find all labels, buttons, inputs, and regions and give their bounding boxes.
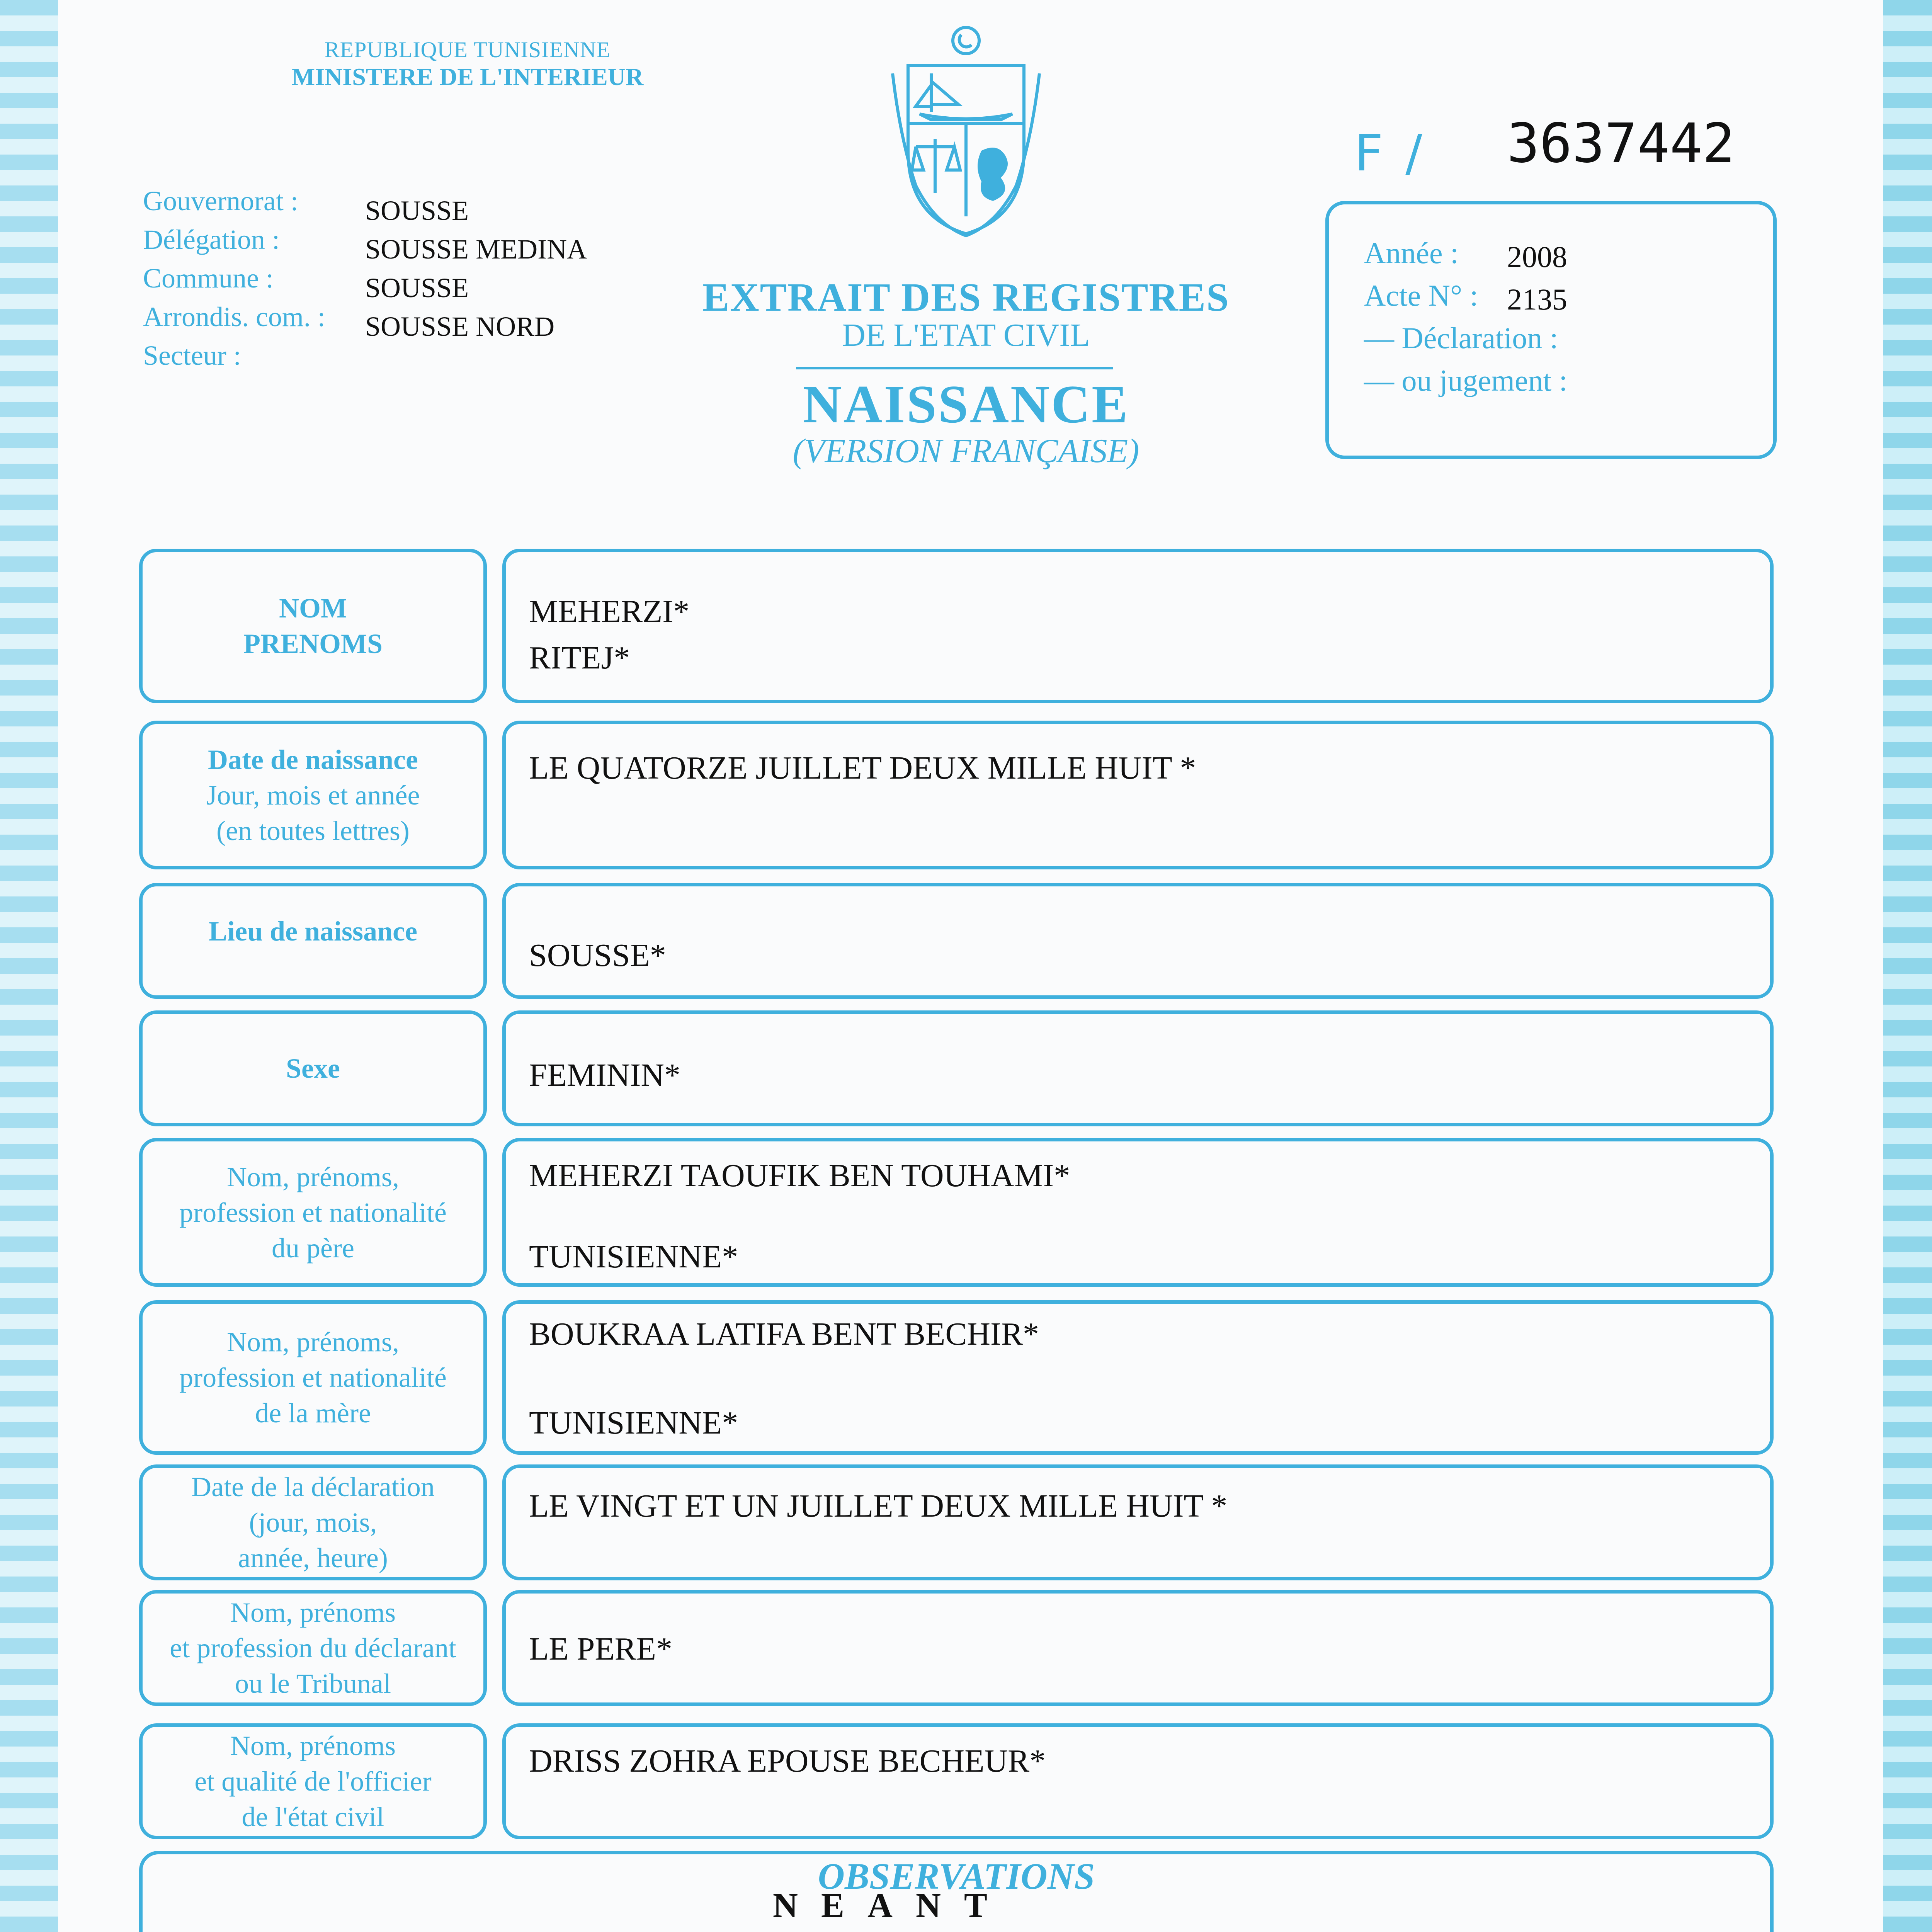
arrondissement-label: Arrondis. com. : <box>143 301 325 332</box>
row-value <box>502 1723 1774 1839</box>
row-label <box>139 1723 487 1839</box>
row-value <box>502 883 1774 999</box>
title-version: (VERSION FRANÇAISE) <box>793 432 1139 470</box>
pere-nationalite-value: TUNISIENNE* <box>529 1239 738 1275</box>
admin-labels <box>143 182 325 375</box>
row-mere <box>139 1300 1774 1455</box>
admin-values <box>365 191 587 346</box>
label-line: NOM <box>279 593 347 624</box>
acte-value: 2135 <box>1507 282 1567 316</box>
jugement-label: — ou jugement : <box>1364 364 1568 397</box>
date-naissance-value: LE QUATORZE JUILLET DEUX MILLE HUIT * <box>529 750 1196 786</box>
row-label <box>139 1590 487 1706</box>
annee-value: 2008 <box>1507 240 1567 274</box>
label-line: et profession du déclarant <box>170 1633 456 1663</box>
annee-label: Année : <box>1364 236 1459 270</box>
title-underline <box>796 367 1113 369</box>
secteur-label: Secteur : <box>143 340 241 371</box>
nom-value: MEHERZI* <box>529 594 690 629</box>
row-sexe <box>139 1010 1774 1126</box>
label-line: Date de la déclaration <box>191 1471 435 1502</box>
serial-number: 3637442 <box>1507 112 1735 175</box>
label-line: PRENOMS <box>243 628 383 659</box>
label-line: de la mère <box>255 1398 371 1429</box>
label-line: de l'état civil <box>242 1801 384 1832</box>
serial-prefix: F / <box>1354 124 1425 182</box>
acte-label: Acte N° : <box>1364 279 1478 312</box>
row-date-declaration <box>139 1464 1774 1580</box>
row-value <box>502 549 1774 703</box>
title-naissance: NAISSANCE <box>803 374 1129 434</box>
delegation-label: Délégation : <box>143 224 280 255</box>
observations-value: NEANT <box>773 1886 1011 1925</box>
row-value <box>502 1300 1774 1455</box>
commune-label: Commune : <box>143 263 274 294</box>
label-line: Nom, prénoms, <box>227 1161 399 1192</box>
label-line: Lieu de naissance <box>208 916 418 947</box>
registry-values <box>1507 236 1567 321</box>
row-nom-prenoms <box>139 549 1774 703</box>
row-label <box>139 883 487 999</box>
row-declarant <box>139 1590 1774 1706</box>
label-line: (en toutes lettres) <box>216 815 410 846</box>
row-value <box>502 721 1774 869</box>
gouvernorat-value: SOUSSE <box>365 195 469 226</box>
label-line: ou le Tribunal <box>235 1668 391 1699</box>
title-line-2: DE L'ETAT CIVIL <box>842 317 1090 353</box>
row-label <box>139 1010 487 1126</box>
label-line: profession et nationalité <box>179 1197 447 1228</box>
decorative-border-left <box>0 0 58 1932</box>
row-value <box>502 1138 1774 1287</box>
declarant-value: LE PERE* <box>529 1631 672 1667</box>
officier-value: DRISS ZOHRA EPOUSE BECHEUR* <box>529 1743 1046 1779</box>
mere-nationalite-value: TUNISIENNE* <box>529 1405 738 1441</box>
coat-of-arms-icon <box>885 23 1047 240</box>
row-label <box>139 721 487 869</box>
row-pere <box>139 1138 1774 1287</box>
row-label <box>139 1138 487 1287</box>
lieu-naissance-value: SOUSSE* <box>529 937 666 973</box>
commune-value: SOUSSE <box>365 272 469 303</box>
label-line: Jour, mois et année <box>206 779 420 811</box>
pere-nom-value: MEHERZI TAOUFIK BEN TOUHAMI* <box>529 1158 1070 1194</box>
sexe-value: FEMININ* <box>529 1057 680 1093</box>
decorative-border-right <box>1883 0 1932 1932</box>
label-line: Nom, prénoms <box>230 1597 396 1628</box>
label-line: Nom, prénoms, <box>227 1327 399 1357</box>
label-line: profession et nationalité <box>179 1362 447 1393</box>
date-declaration-value: LE VINGT ET UN JUILLET DEUX MILLE HUIT * <box>529 1488 1228 1524</box>
arrondissement-value: SOUSSE NORD <box>365 311 555 342</box>
prenoms-value: RITEJ* <box>529 640 630 676</box>
row-value <box>502 1590 1774 1706</box>
document-title <box>638 274 1294 471</box>
ministry-label: MINISTERE DE L'INTERIEUR <box>291 63 644 90</box>
row-value <box>502 1010 1774 1126</box>
observations-title: OBSERVATIONS <box>818 1855 1095 1897</box>
row-officier <box>139 1723 1774 1839</box>
label-line: du père <box>272 1232 354 1264</box>
title-line-1: EXTRAIT DES REGISTRES <box>702 275 1230 320</box>
row-lieu-naissance <box>139 883 1774 999</box>
ministry-header <box>236 37 699 91</box>
label-line: année, heure) <box>238 1543 388 1573</box>
label-line: Date de naissance <box>208 744 418 775</box>
row-label <box>139 1464 487 1580</box>
gouvernorat-label: Gouvernorat : <box>143 185 298 216</box>
label-line: Sexe <box>286 1053 340 1084</box>
row-value <box>502 1464 1774 1580</box>
delegation-value: SOUSSE MEDINA <box>365 234 587 265</box>
declaration-label: — Déclaration : <box>1364 321 1558 355</box>
label-line: (jour, mois, <box>249 1507 377 1538</box>
republic-label: REPUBLIQUE TUNISIENNE <box>324 37 611 62</box>
mere-nom-value: BOUKRAA LATIFA BENT BECHIR* <box>529 1316 1039 1352</box>
row-label <box>139 1300 487 1455</box>
label-line: et qualité de l'officier <box>194 1766 432 1797</box>
row-label <box>139 549 487 703</box>
row-date-naissance <box>139 721 1774 869</box>
label-line: Nom, prénoms <box>230 1730 396 1761</box>
